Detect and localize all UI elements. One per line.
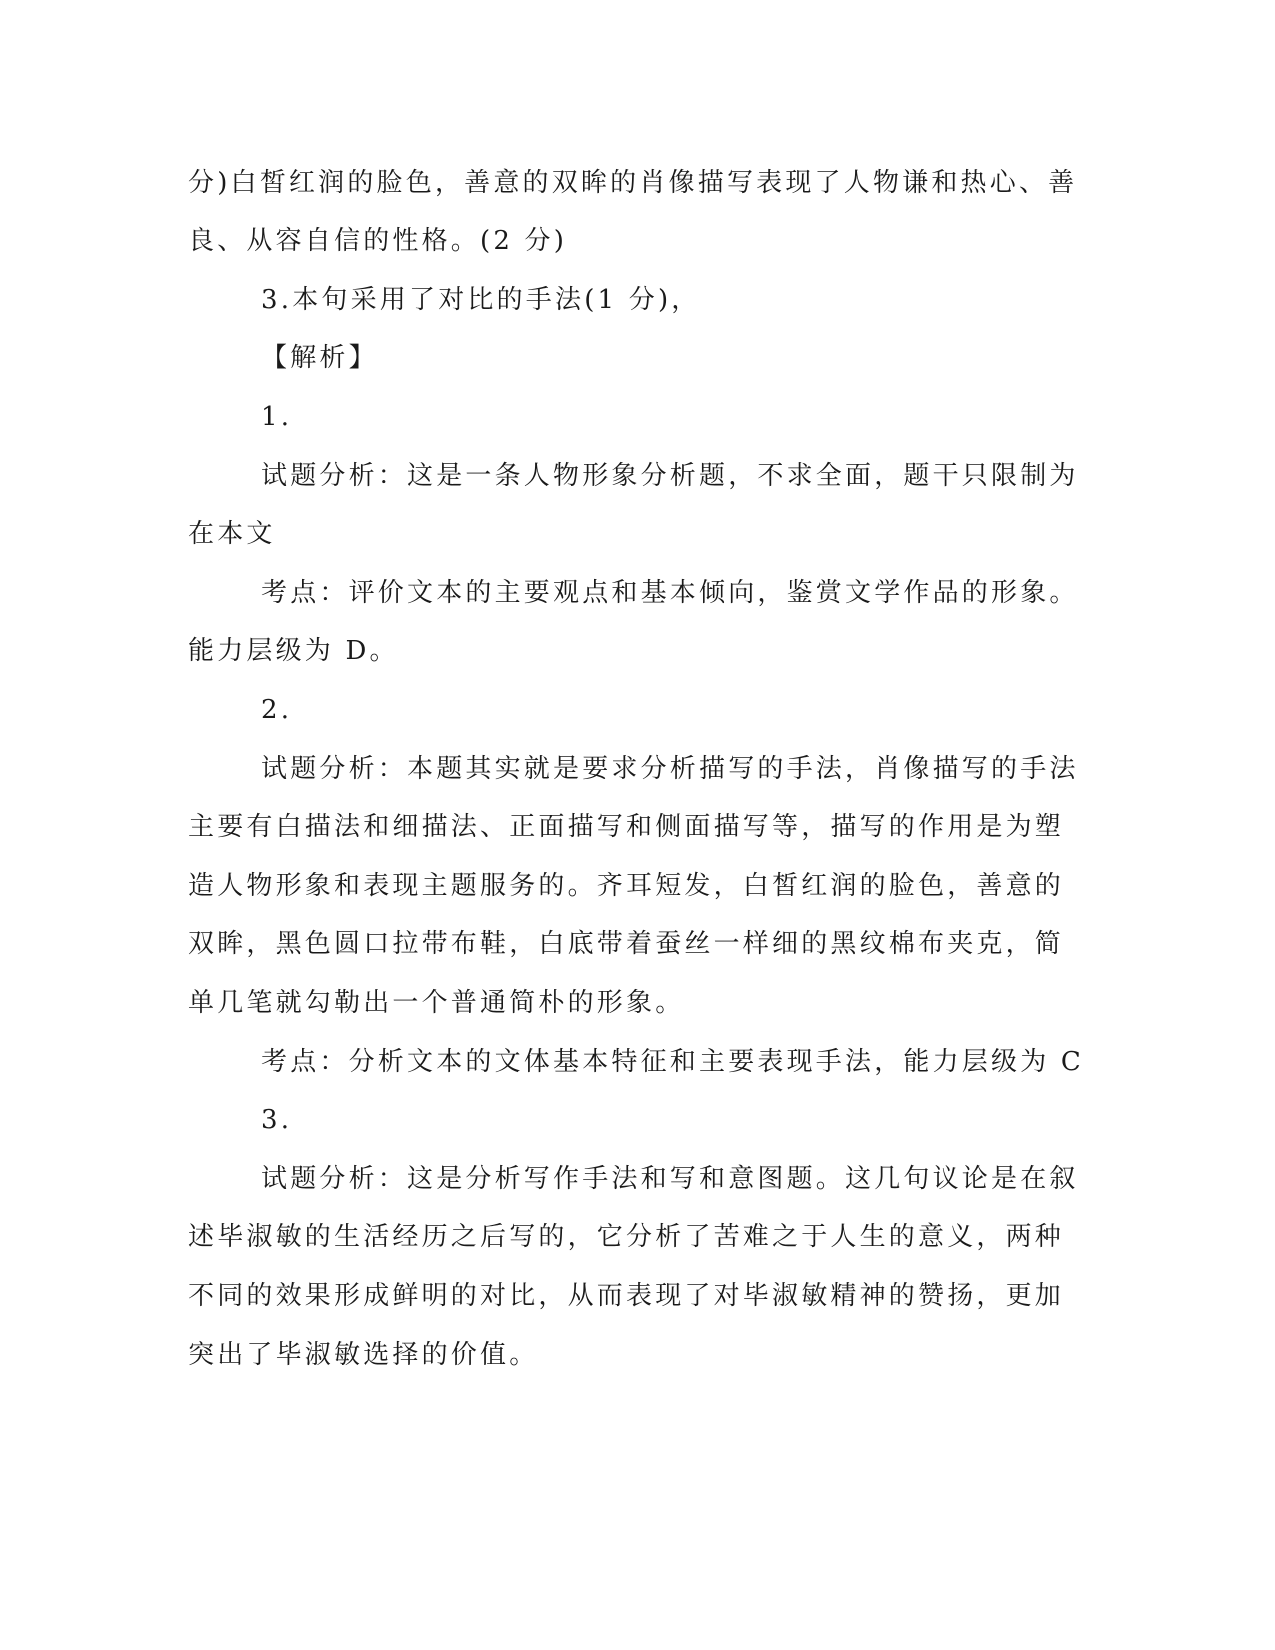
text-line: 双眸，黑色圆口拉带布鞋，白底带着蚕丝一样细的黑纹棉布夹克，简 bbox=[188, 929, 1065, 959]
item-number: 2. bbox=[261, 695, 293, 725]
text-line: 试题分析：这是分析写作手法和写和意图题。这几句议论是在叙 bbox=[261, 1164, 1079, 1194]
text-line: 在本文 bbox=[188, 519, 276, 549]
text-line: 不同的效果形成鲜明的对比，从而表现了对毕淑敏精神的赞扬，更加 bbox=[188, 1281, 1065, 1311]
text-line: 述毕淑敏的生活经历之后写的，它分析了苦难之于人生的意义，两种 bbox=[188, 1222, 1065, 1252]
text-line: 能力层级为 D。 bbox=[188, 636, 399, 666]
text-line: 试题分析：本题其实就是要求分析描写的手法，肖像描写的手法 bbox=[261, 754, 1079, 784]
item-number: 1. bbox=[261, 402, 293, 432]
text-line: 造人物形象和表现主题服务的。齐耳短发，白皙红润的脸色，善意的 bbox=[188, 871, 1065, 901]
text-line: 考点：分析文本的文体基本特征和主要表现手法，能力层级为 C bbox=[261, 1047, 1084, 1077]
text-line: 考点：评价文本的主要观点和基本倾向，鉴赏文学作品的形象。 bbox=[261, 578, 1079, 608]
text-line: 良、从容自信的性格。(2 分) bbox=[188, 226, 568, 256]
text-line: 3.本句采用了对比的手法(1 分)， bbox=[261, 285, 701, 315]
item-number: 3. bbox=[261, 1105, 293, 1135]
text-line: 主要有白描法和细描法、正面描写和侧面描写等，描写的作用是为塑 bbox=[188, 812, 1065, 842]
text-line: 突出了毕淑敏选择的价值。 bbox=[188, 1340, 539, 1370]
text-line: 单几笔就勾勒出一个普通简朴的形象。 bbox=[188, 988, 685, 1018]
section-heading: 【解析】 bbox=[261, 343, 378, 373]
text-line: 试题分析：这是一条人物形象分析题，不求全面，题干只限制为 bbox=[261, 461, 1079, 491]
text-line: 分)白皙红润的脸色，善意的双眸的肖像描写表现了人物谦和热心、善 bbox=[188, 168, 1078, 198]
